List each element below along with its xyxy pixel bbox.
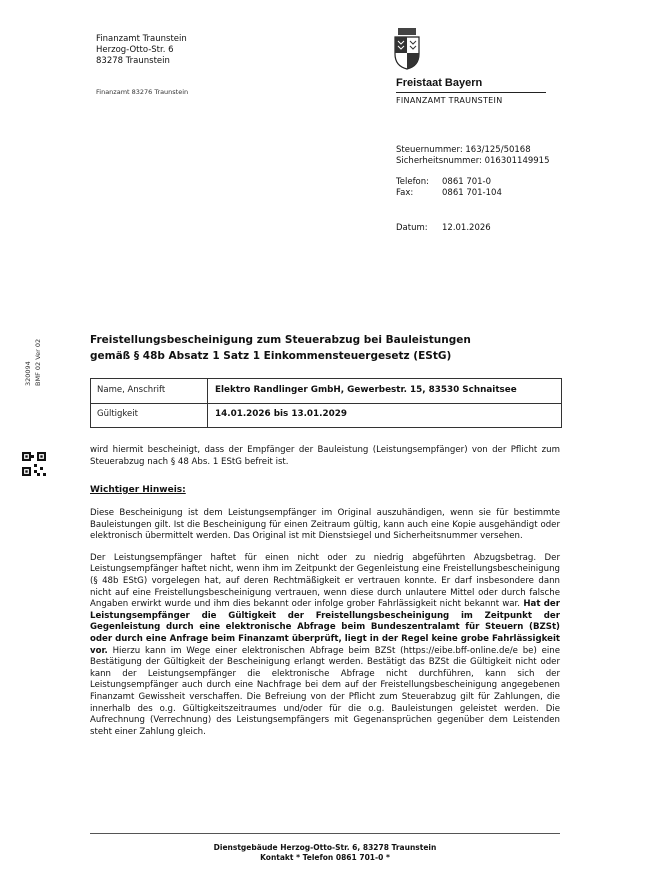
sender-name: Finanzamt Traunstein <box>96 34 187 44</box>
phone-value: 0861 701-0 <box>442 177 492 187</box>
table-row <box>91 403 561 427</box>
row-label-name: Name, Anschrift <box>97 385 166 395</box>
table-row <box>91 379 561 404</box>
date-block <box>396 223 491 234</box>
return-address-line: Finanzamt 83276 Traunstein <box>96 88 189 96</box>
date-label: Datum: <box>396 223 428 233</box>
recipient-table <box>90 378 562 428</box>
footer <box>90 843 560 863</box>
office-name: FINANZAMT TRAUNSTEIN <box>396 96 503 105</box>
sender-address <box>96 34 187 67</box>
important-hint-heading: Wichtiger Hinweis: <box>90 485 186 495</box>
tax-number: Steuernummer: 163/125/50168 <box>396 145 531 155</box>
meta-block <box>396 145 550 167</box>
sender-street: Herzog-Otto-Str. 6 <box>96 45 174 55</box>
paragraph-2-bold: Hat der Leistungsempfänger die Gültigkeit der Freistellungsbescheinigung im Zeitpunkt der Gegenleistung durch eine elektronische Abfrage beim Bundeszentralamt für Steuern (BZSt) oder durch eine Anfrage beim Finanzamt überprüft, liegt in der Regel keine grobe Fahrlässigkeit vor. <box>90 599 560 656</box>
sender-city: 83278 Traunstein <box>96 56 170 66</box>
paragraph-2-start: Der Leistungsempfänger haftet für einen nicht oder zu niedrig abgeführten Abzugsbetrag. Der Leistungsempfänger haftet nicht, wenn ihm im Zeitpunkt der Gegenleistung eine Freistellungsbescheinigung (§ 48b EStG) vorgelegen hat, auf deren Rechtmäßigkeit er vertrauen konnte. Er darf insbesondere dann nicht auf eine Freistellungsbescheinigung vertrauen, wenn diese durch unlautere Mittel oder durch falsche Angaben erwirkt wurde und ihm dies bekannt oder infolge grober Fahrlässigkeit nicht bekannt war. <box>90 552 560 610</box>
row-value-name: Elektro Randlinger GmbH, Gewerbestr. 15, 83530 Schnaitsee <box>215 385 517 395</box>
phone-label: Telefon: <box>396 177 430 187</box>
footer-divider <box>90 833 560 834</box>
intro-text: wird hiermit bescheinigt, dass der Empfänger der Bauleistung (Leistungsempfänger) von der Pflicht zum Steuerabzug nach § 48 Abs. 1 EStG befreit ist. <box>90 445 560 467</box>
side-code-1: 320094 <box>24 361 32 386</box>
qr-code-icon <box>22 452 46 476</box>
side-code-2: BMF 02 Ver 02 <box>34 338 42 386</box>
header-divider <box>396 92 546 93</box>
document-title <box>90 332 471 364</box>
title-line-2: gemäß § 48b Absatz 1 Satz 1 Einkommensteuergesetz (EStG) <box>90 350 452 362</box>
fax-label: Fax: <box>396 188 414 198</box>
contact-block <box>396 177 502 199</box>
bavarian-crest-icon <box>392 28 422 70</box>
footer-line-2: Kontakt * Telefon 0861 701-0 * <box>260 853 390 862</box>
body-paragraphs <box>90 508 560 748</box>
row-value-validity: 14.01.2026 bis 13.01.2029 <box>215 409 347 419</box>
date-value: 12.01.2026 <box>442 223 491 233</box>
security-number: Sicherheitsnummer: 016301149915 <box>396 156 550 166</box>
fax-value: 0861 701-104 <box>442 188 502 198</box>
state-name: Freistaat Bayern <box>396 77 483 89</box>
paragraph-2 <box>90 553 560 739</box>
paragraph-2-end: Hierzu kann im Wege einer elektronischen Abfrage beim BZSt (https://eibe.bff-online.de/e be) eine Bestätigung der Gültigkeit der Bescheinigung erlangt werden. Bestätigt das BZSt die Gültigkeit nicht oder kann der Leistungsempfänger die elektronische Abfrage nicht durchführen, kann sich der Leistungsempfänger auch durch eine Nachfrage bei dem auf der Freistellungsbescheinigung angegebenen Finanzamt Gewissheit verschaffen. Die Befreiung von der Pflicht zum Steuerabzug gilt für Zahlungen, die innerhalb des o.g. Gültigkeitszeitraumes und/oder für die o.g. Bauleistungen geleistet werden. Die Aufrechnung (Verrechnung) des Leistungsempfängers mit Gegenansprüchen gegenüber dem Leistenden steht einer Zahlung gleich. <box>90 645 560 737</box>
row-label-validity: Gültigkeit <box>97 409 138 419</box>
footer-line-1: Dienstgebäude Herzog-Otto-Str. 6, 83278 Traunstein <box>213 843 437 852</box>
paragraph-1: Diese Bescheinigung ist dem Leistungsempfänger im Original auszuhändigen, wenn sie für bestimmte Bauleistungen gilt. Ist die Bescheinigung für einen Zeitraum gültig, kann auch eine Kopie ausgehändigt oder elektronisch übermittelt werden. Das Original ist mit Dienstsiegel und Sicherheitsnummer versehen. <box>90 508 560 542</box>
title-line-1: Freistellungsbescheinigung zum Steuerabzug bei Bauleistungen <box>90 334 471 346</box>
